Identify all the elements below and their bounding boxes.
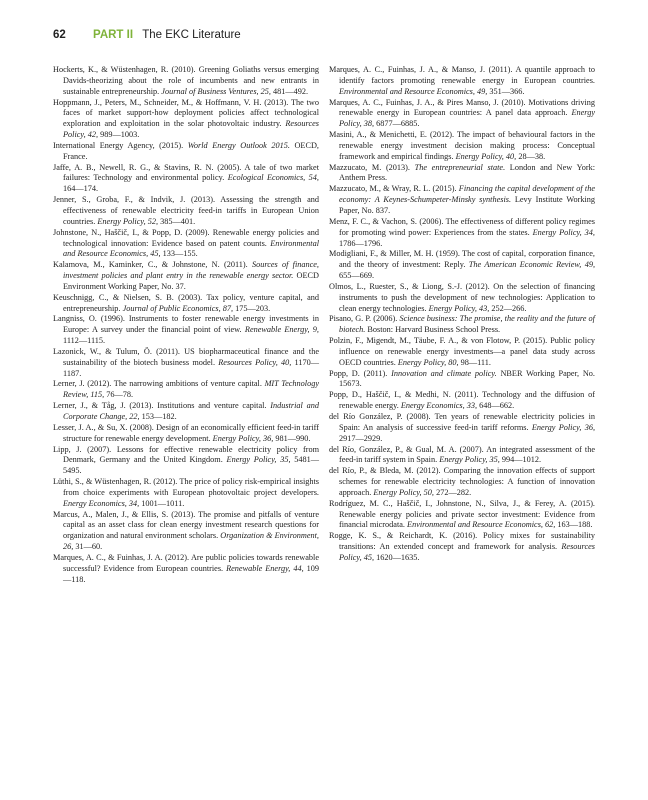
page-number: 62	[53, 29, 66, 41]
reference-entry	[53, 510, 319, 553]
reference-pages: 109—118.	[63, 563, 320, 584]
reference-text: Masini, A., & Menichetti, E. (2012). The impact of behavioural factors in the renewable energy investment decision making process: Conceptual framework and empirical findings.	[329, 130, 595, 161]
reference-pages: 153—182.	[139, 412, 177, 421]
reference-text: Lerner, J., & Tåg, J. (2013). Institutions and venture capital.	[53, 401, 271, 411]
reference-pages: 1620—1635.	[374, 552, 420, 562]
reference-source: Energy Policy, 43,	[428, 303, 490, 313]
reference-entry	[53, 314, 319, 347]
reference-pages: 164—174.	[63, 184, 99, 194]
right-column	[329, 65, 595, 564]
reference-source: Energy Economics, 34,	[63, 498, 140, 508]
reference-source: Resources Policy, 45,	[339, 542, 595, 562]
reference-entry	[53, 228, 319, 261]
reference-text: Menz, F. C., & Vachon, S. (2006). The effectiveness of different policy regimes for promoting wind power: Experiences from the states.	[329, 216, 595, 237]
reference-text: Olmos, L., Ruester, S., & Liong, S.-J. (2012). On the selection of financing instruments to push the development of new technologies: Application to clean energy technologies.	[329, 281, 595, 313]
reference-source: Environmental and Resource Economics, 62,	[407, 520, 556, 530]
reference-pages: 1001—1011.	[139, 498, 185, 508]
reference-text: Rodríguez, M. C., Haščič, I., Johnstone, N., Silva, J., & Ferey, A. (2015). Renewable energy policies and private sector investment: Evidence from financial microdata.	[329, 498, 595, 530]
reference-text: Lazonick, W., & Tulum, Ö. (2011). US biopharmaceutical finance and the sustainability of the biotech business model.	[53, 346, 319, 367]
reference-source: Resources Policy, 40,	[218, 357, 292, 367]
reference-pages: 481—492.	[270, 86, 309, 96]
reference-pages: OECD Environment Working Paper, No. 37.	[63, 271, 320, 291]
reference-entry	[53, 553, 319, 586]
reference-entry	[53, 477, 319, 510]
reference-text: Keuschnigg, C., & Nielsen, S. B. (2003). Tax policy, venture capital, and entrepreneurship.	[53, 292, 319, 313]
reference-text: Lerner, J. (2012). The narrowing ambitions of venture capital.	[53, 379, 265, 389]
reference-text: Lüthi, S., & Wüstenhagen, R. (2012). The price of policy risk-empirical insights from choice experiments with European photovoltaic project developers.	[53, 477, 319, 497]
reference-pages: 989—1003.	[98, 130, 140, 140]
reference-entry	[329, 369, 595, 391]
left-column	[53, 65, 319, 586]
part-label: PART II	[93, 29, 134, 41]
reference-pages: 981—990.	[273, 433, 311, 443]
reference-source: Energy Policy, 35,	[439, 455, 500, 465]
reference-entry	[329, 65, 595, 98]
reference-entry	[53, 98, 319, 141]
reference-source: Energy Policy, 38,	[339, 108, 595, 129]
reference-text: del Río, P., & Bleda, M. (2012). Comparing the innovation effects of support schemes for renewable electricity technologies: A function of innovation approach.	[329, 466, 595, 497]
reference-pages: 1112—1115.	[63, 336, 106, 346]
reference-source: Science business: The promise, the reality and the future of biotech.	[339, 314, 595, 335]
reference-text: Marques, A. C., & Fuinhas, J. A. (2012). Are public policies towards renewable successful? Evidence from European countries.	[53, 552, 319, 573]
reference-text: Lesser, J. A., & Su, X. (2008). Design of an economically efficient feed-in tariff structure for renewable energy development.	[53, 422, 319, 443]
reference-text: Polzin, F., Migendt, M., Täube, F. A., & von Flotow, P. (2015). Public policy influence on renewable energy investments—a panel data study across OECD countries.	[329, 336, 595, 367]
reference-entry	[53, 401, 319, 423]
reference-pages: 175—203.	[233, 303, 271, 313]
reference-pages: 163—188.	[555, 520, 593, 530]
reference-source: Innovation and climate policy.	[391, 368, 497, 378]
reference-text: Pisano, G. P. (2006).	[329, 314, 400, 324]
reference-pages: 272—282.	[434, 487, 472, 497]
reference-entry	[329, 445, 595, 467]
reference-text: Popp, D. (2011).	[329, 368, 392, 378]
reference-source: Environmental and Resource Economics, 49,	[339, 86, 488, 96]
reference-entry	[53, 379, 319, 401]
reference-entry	[329, 412, 595, 445]
reference-source: Resources Policy, 42,	[63, 119, 319, 140]
reference-pages: 1170—1187.	[63, 357, 320, 378]
reference-pages: NBER Working Paper, No. 15673.	[339, 368, 595, 389]
reference-text: Hoppmann, J., Peters, M., Schneider, M., & Hoffmann, V. H. (2013). The two faces of market support-how deployment policies affect technological exploration and exploitation in the solar photovoltaic industry.	[53, 97, 319, 129]
reference-text: Hockerts, K., & Wüstenhagen, R. (2010). Greening Goliaths versus emerging Davids-theorizing about the role of incumbents and new entrants in sustainable entrepreneurship.	[53, 65, 319, 96]
reference-pages: Levy Institute Working Paper, No. 837.	[339, 195, 595, 215]
reference-source: The American Economic Review, 49,	[468, 260, 596, 270]
reference-pages: 31—60.	[73, 542, 103, 552]
reference-pages: London and New York: Anthem Press.	[339, 162, 595, 183]
section-title: The EKC Literature	[142, 29, 241, 41]
reference-pages: 133—155.	[160, 249, 198, 259]
reference-text: Lipp, J. (2007). Lessons for effective renewable electricity policy from Denmark, Germany and the United Kingdom.	[53, 444, 319, 465]
reference-pages: 28—38.	[516, 151, 546, 161]
reference-source: Energy Policy, 36,	[531, 422, 595, 432]
reference-pages: 98—111.	[458, 357, 491, 367]
reference-entry	[53, 293, 319, 315]
reference-pages: 5481—5495.	[63, 455, 319, 476]
reference-entry	[53, 195, 319, 228]
reference-text: Popp, D., Haščič, I., & Medhi, N. (2011). Technology and the diffusion of renewable energy.	[329, 390, 595, 411]
reference-pages: 351—366.	[487, 86, 525, 96]
reference-entry	[329, 336, 595, 369]
reference-entry	[329, 314, 595, 336]
reference-text: del Río González, P. (2008). Ten years of renewable electricity policies in Spain: An analysis of successive feed-in tariff reforms.	[329, 412, 595, 432]
reference-source: Sources of finance, investment policies and plant entry in the renewable energy sector.	[63, 260, 319, 281]
reference-source: Energy Economics, 33,	[400, 401, 478, 411]
reference-entry	[329, 184, 595, 217]
reference-source: Journal of Business Ventures, 25,	[161, 86, 271, 96]
reference-source: Energy Policy, 36,	[212, 433, 274, 443]
reference-text: Mazzucato, M. (2013).	[329, 162, 415, 172]
reference-text: Jenner, S., Groba, F., & Indvik, J. (2013). Assessing the strength and effectiveness of renewable electricity feed-in tariffs in European Union countries.	[53, 195, 319, 226]
reference-entry	[53, 260, 319, 293]
reference-source: Energy Policy, 35,	[226, 455, 291, 465]
reference-entry	[329, 499, 595, 532]
reference-source: The entrepreneurial state.	[414, 162, 506, 172]
reference-source: Renewable Energy, 9,	[244, 325, 319, 335]
reference-text: International Energy Agency, (2015).	[53, 140, 188, 150]
reference-entry	[329, 217, 595, 250]
reference-source: Journal of Public Economics, 87,	[122, 303, 234, 313]
reference-pages: 2917—2929.	[339, 433, 383, 443]
reference-source: Organization & Environment, 26,	[63, 531, 319, 552]
reference-text: Rogge, K. S., & Reichardt, K. (2016). Policy mixes for sustainability transitions: An extended concept and framework for analysis.	[329, 531, 595, 552]
reference-source: Industrial and Corporate Change, 22,	[63, 401, 319, 421]
reference-text: Langniss, O. (1996). Instruments to foster renewable energy investments in Europe: A survey under the financial point of view.	[53, 314, 319, 335]
reference-source: World Energy Outlook 2015.	[187, 140, 290, 150]
reference-source: Energy Policy, 50,	[373, 487, 434, 497]
reference-source: Ecological Economics, 54,	[227, 173, 319, 183]
reference-entry	[53, 163, 319, 196]
reference-entry	[329, 249, 595, 282]
reference-text: Marcus, A., Malen, J., & Ellis, S. (2013). The promise and pitfalls of venture capital as an asset class for clean energy investment research questions for organization and natural environment scholars.	[53, 509, 319, 541]
reference-entry	[329, 466, 595, 499]
reference-source: Energy Policy, 40,	[455, 151, 517, 161]
reference-entry	[329, 390, 595, 412]
reference-text: Jaffe, A. B., Newell, R. G., & Stavins, R. N. (2005). A tale of two market failures: Technology and environmental policy.	[53, 162, 319, 183]
reference-text: Marques, A. C., Fuinhas, J. A., & Pires Manso, J. (2010). Motivations driving renewable energy in European countries: A panel data approach.	[329, 97, 595, 118]
reference-entry	[53, 445, 319, 478]
reference-pages: 252—266.	[489, 303, 527, 313]
reference-entry	[53, 65, 319, 98]
reference-source: Energy Policy, 80,	[397, 357, 459, 367]
reference-entry	[53, 347, 319, 380]
reference-pages: Boston: Harvard Business School Press.	[365, 325, 501, 335]
reference-pages: 648—662.	[477, 401, 515, 411]
reference-entry	[329, 282, 595, 315]
reference-text: del Río, González, P., & Gual, M. A. (2007). An integrated assessment of the feed-in tariff system in Spain.	[329, 444, 595, 465]
reference-pages: 1786—1796.	[339, 238, 383, 248]
reference-pages: OECD, France.	[63, 140, 319, 161]
reference-pages: 994—1012.	[499, 455, 542, 465]
reference-source: Energy Policy, 52,	[97, 216, 159, 226]
reference-entry	[329, 163, 595, 185]
reference-source: Financing the capital development of the economy: A Keynes-Schumpeter-Minsky synthesis.	[339, 184, 595, 205]
reference-text: Mazzucato, M., & Wray, R. L. (2015).	[329, 184, 459, 194]
reference-text: Kalamova, M., Kaminker, C., & Johnstone, N. (2011).	[53, 260, 252, 270]
reference-entry	[329, 130, 595, 163]
reference-text: Johnstone, N., Haščič, I., & Popp, D. (2009). Renewable energy policies and technological innovation: Evidence based on patent counts.	[53, 227, 319, 248]
reference-source: Renewable Energy, 44,	[226, 563, 304, 573]
reference-pages: 6877—6885.	[374, 119, 420, 129]
page-header	[53, 29, 598, 45]
reference-entry	[329, 98, 595, 131]
reference-source: Energy Policy, 34,	[532, 227, 595, 237]
reference-entry	[53, 141, 319, 163]
reference-pages: 76—78.	[104, 390, 134, 400]
reference-text: Modigliani, F., & Miller, M. H. (1959). The cost of capital, corporation finance, and the theory of investment: Reply.	[329, 249, 595, 270]
reference-entry	[329, 531, 595, 564]
reference-source: MIT Technology Review, 115,	[63, 379, 319, 400]
reference-entry	[53, 423, 319, 445]
reference-pages: 655—669.	[339, 271, 375, 281]
reference-text: Marques, A. C., Fuinhas, J. A., & Manso, J. (2011). A quantile approach to identify factors promoting renewable energy in European countries.	[329, 65, 595, 85]
reference-pages: 385—401.	[158, 216, 196, 226]
reference-source: Environmental and Resource Economics, 45,	[63, 238, 319, 259]
